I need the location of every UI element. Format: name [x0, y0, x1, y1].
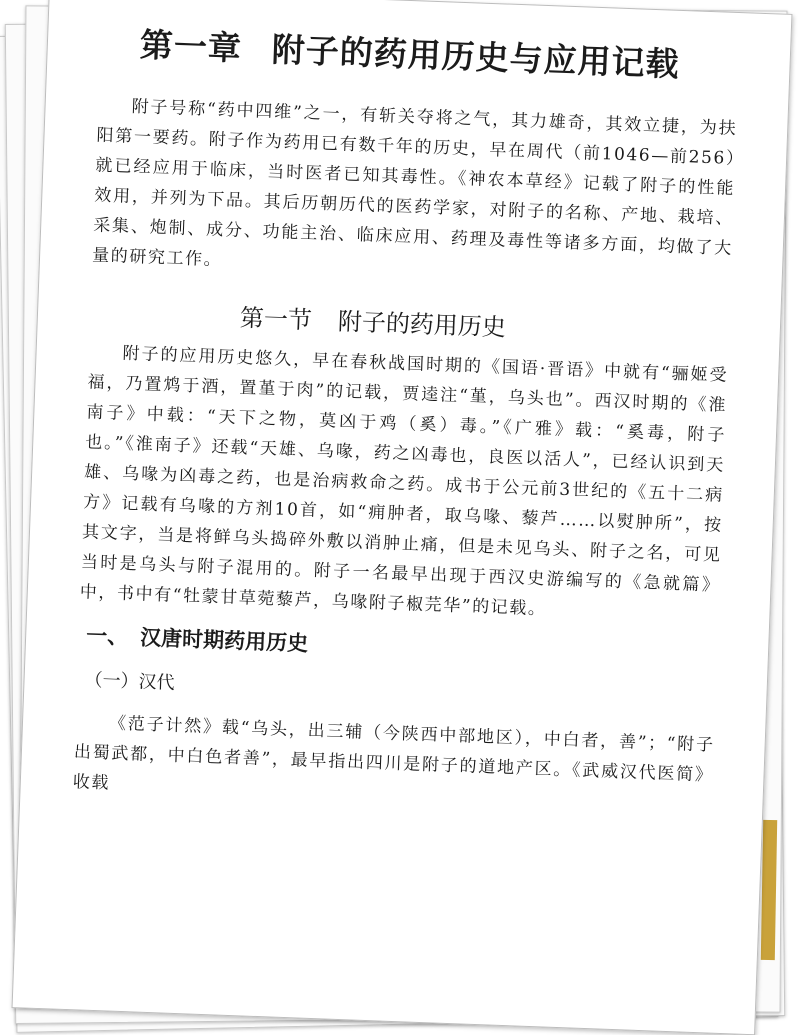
section-paragraph: 附子的应用历史悠久，早在春秋战国时期的《国语·晋语》中就有“骊姬受福，乃置鸩于酒，置堇于肉”的记载，贾逵注“堇，乌头也”。西汉时期的《淮南子》中载：“天下之物，莫凶于鸡（奚）毒。”《广雅》载：“奚毒，附子也。”《淮南子》还载“天雄、乌喙，药之凶毒也，良医以活人”，已经认识到天雄、乌喙为凶毒之药，也是治病救命之药。成书于公元前3世纪的《五十二病方》记载有乌喙的方剂10首，如“痈肿者，取乌喙、藜芦……以熨肿所”，按其文字，当是将鲜乌头捣碎外敷以消肿止痛，但是未见乌头、附子之名，可见当时是乌头与附子混用的。附子一名最早出现于西汉史游编写的《急就篇》中，书中有“牡蒙甘草菀藜芦，乌喙附子椒芫华”的记载。 — [79, 343, 729, 620]
chapter-number: 第一章 — [139, 25, 243, 68]
chapter-title — [139, 19, 740, 88]
heading-level-2: （一）汉代 — [84, 669, 175, 694]
han-paragraph: 《范子计然》载“乌头，出三辅（今陕西中部地区），中白者，善”；“附子出蜀武都，中白色者善”，最早指出四川是附子的道地产区。《武威汉代医简》收载 — [72, 713, 715, 794]
page-content — [72, 18, 740, 821]
section-title-text: 附子的药用历史 — [337, 307, 507, 342]
heading-1-number: 一、 — [85, 623, 129, 650]
cover-edge-gold — [761, 820, 777, 960]
book-page — [12, 0, 793, 1035]
heading-1-text: 汉唐时期药用历史 — [139, 625, 309, 656]
section-title — [239, 298, 730, 351]
section-number: 第一节 — [239, 303, 313, 335]
heading-level-1 — [86, 620, 719, 673]
intro-paragraph: 附子号称“药中四维”之一，有斩关夺将之气，其力雄奇，其效立捷，为扶阳第一要药。附子作为药用已有数千年的历史，早在周代（前1046—前256）就已经应用于临床，当时医者已知其毒性。《神农本草经》记载了附子的性能效用，并列为下品。其后历朝历代的医药学家，对附子的名称、产地、栽培、采集、炮制、成分、功能主治、临床应用、药理及毒性等诸多方面，均做了大量的研究工作。 — [91, 96, 738, 271]
chapter-title-text: 附子的药用历史与应用记载 — [271, 29, 681, 84]
